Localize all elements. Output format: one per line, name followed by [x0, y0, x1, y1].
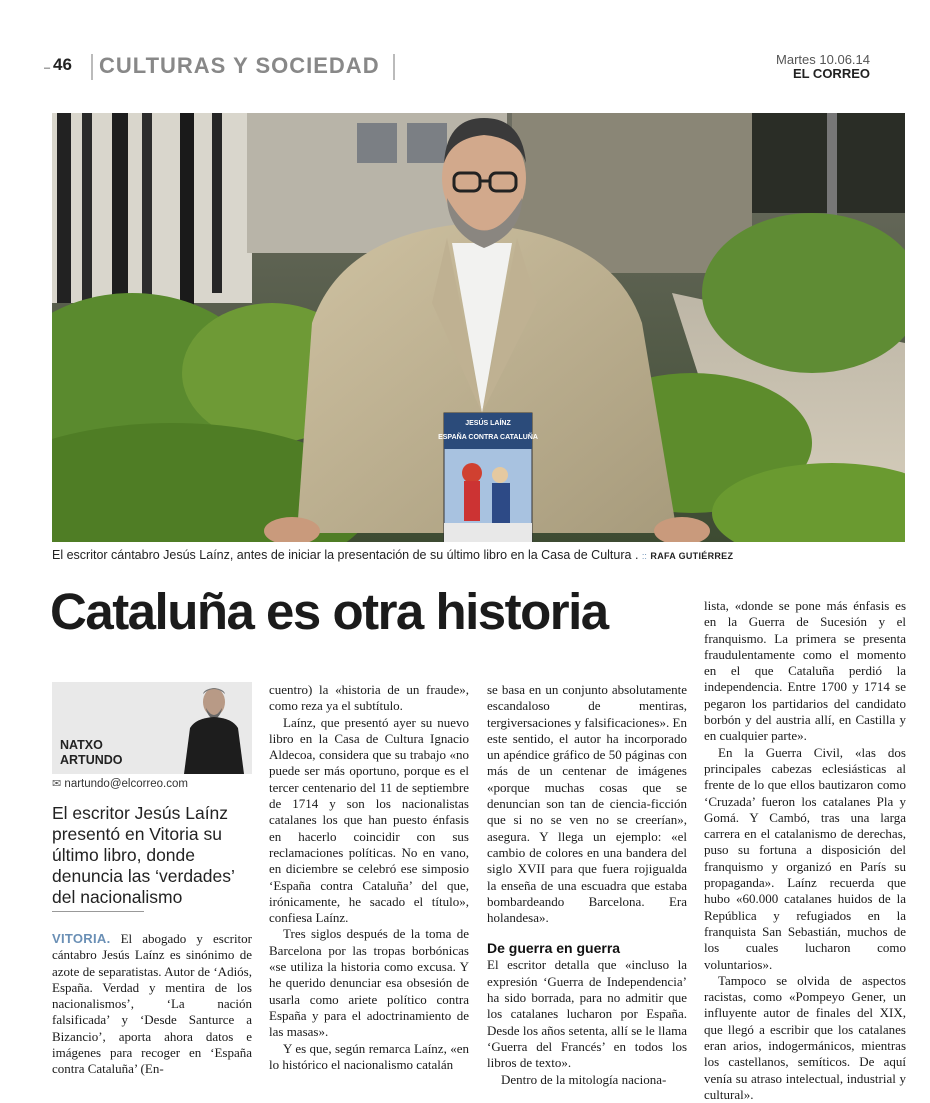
book-author-text: JESÚS LAÍNZ	[465, 420, 511, 427]
author-email-text: nartundo@elcorreo.com	[64, 778, 188, 790]
col4-paragraph: lista, «donde se pone más énfasis es en la Guerra de Sucesión y el franquismo. La primera se presenta fraudulentamente como el momento en el que Cataluña perdió la independencia. Entre 1700 y 1714 se pegaron los partidarios del candidato borbón y del austria allí, en Castilla y en cualquier parte».	[704, 598, 906, 744]
header-divider-left	[91, 54, 93, 80]
col2-paragraph: Tres siglos después de la toma de Barcelona por las tropas borbónicas «se utiliza la historia como excusa. Y he querido denunciar esa obsesión de usarla como ariete político contra España y para el adoctrinamiento de las masas».	[269, 926, 469, 1040]
caption-text: El escritor cántabro Jesús Laínz, antes de iniciar la presentación de su último libro en la Casa de Cultura .	[52, 548, 639, 562]
col2-paragraph: Y es que, según remarca Laínz, «en lo histórico el nacionalismo catalán	[269, 1040, 469, 1072]
author-email[interactable]	[52, 777, 188, 790]
col2-paragraph: cuentro) la «historia de un fraude», como reza ya el subtítulo.	[269, 682, 469, 714]
col4-paragraph: Tampoco se olvida de aspectos racistas, como «Pompeyo Gener, un influyente autor de finales del XIX, que llegó a escribir que los catalanes eran arios, indogermánicos, mientras los castellanos, semíticos. De aquí venía su atraso intelectual, industrial y cultural».	[704, 972, 906, 1102]
article-subhead: De guerra en guerra	[487, 940, 621, 957]
photo-caption	[52, 548, 912, 562]
author-first-name: NATXO	[60, 738, 103, 752]
author-box	[52, 682, 252, 774]
book-title-text: ESPAÑA CONTRA CATALUÑA	[438, 434, 538, 441]
dateline: VITORIA.	[52, 931, 111, 946]
caption-separator: ::	[641, 551, 647, 561]
author-name	[60, 738, 123, 768]
subtitle: El escritor Jesús Laínz presentó en Vitoria su último libro, donde denuncia las ‘verdades’ del nacionalismo	[52, 803, 235, 907]
photo-illustration	[52, 113, 905, 542]
col1-text: El abogado y escritor cántabro Jesús Laínz es sinónimo de azote de separatistas. Autor de ‘Adiós, España. Verdad y mentira de los nacionalismos’, ‘La nación falsificada’ y ‘Desde Santurce a Bizancio’, aporta ahora datos e imágenes para recoger en ‘España contra Cataluña’ (En-	[52, 931, 252, 1077]
col3-paragraph: El escritor detalla que «incluso la expresión ‘Guerra de Independencia’ ha sido borrada, para no admitir que los catalanes lucharon por España. Desde los años setenta, allí se le llama ‘Guerra del Francés’ en todos los libros de texto».	[487, 957, 687, 1071]
photo-credit: RAFA GUTIÉRREZ	[650, 551, 734, 561]
col3-paragraph: Dentro de la mitología naciona-	[501, 1071, 667, 1087]
headline: Cataluña es otra historia	[50, 583, 608, 640]
page-marker: –	[44, 62, 51, 74]
main-photo	[52, 113, 905, 542]
article-column-1	[52, 931, 252, 1078]
page-number: 46	[53, 55, 72, 74]
mail-icon: ✉	[52, 778, 62, 790]
header-divider-right	[393, 54, 395, 80]
article-column-4	[704, 598, 906, 1103]
subtitle-rule	[52, 911, 144, 912]
newspaper-name: EL CORREO	[792, 66, 870, 81]
col2-paragraph: Laínz, que presentó ayer su nuevo libro en la Casa de Cultura Ignacio Aldecoa, considera que su trabajo «no puede ser más oportuno, porque es el tercer centenario del 11 de septiembre de 1714 y son los nacionalistas catalanes los que han puesto énfasis en hacerlo coincidir con sus reclamaciones políticas. No en vano, en diciembre se celebró ese simposio ‘España contra Cataluña’ del que, irónicamente, he sacado el título», confiesa Laínz.	[269, 714, 469, 926]
issue-date: Martes 10.06.14	[776, 52, 870, 67]
col4-paragraph: En la Guerra Civil, «las dos principales cabezas eclesiásticas al frente de lo que ellos bautizaron como ‘Cruzada’ fueron los catalanes Pla y Gomá. Y Cambó, tras una larga carrera en el catalanismo de derechas, puso su fortuna a disposición del franquismo y organizó en París su propaganda». Laínz recuerda que hubo «60.000 catalanes huidos de la República y refugiados en la franquista San Sebastián, muchos de los cuales lucharon como voluntarios».	[704, 744, 906, 972]
author-last-name: ARTUNDO	[60, 753, 123, 767]
article-column-3	[487, 682, 687, 1088]
col3-paragraph: se basa en un conjunto absolutamente escandaloso de mentiras, tergiversaciones y falsificaciones». En este sentido, el autor ha incorporado un apéndice gráfico de 50 páginas con más de un centenar de imágenes «porque muchas cosas que se denuncian son tan de ciencia-ficción que si no se ven no se creerían», asegura. Y llega un ejemplo: «el cambio de colores en una bandera del siglo XVII para que fuera rojigualda la enseña de una escuadra que estaba bombardeando Barcelona. Era holandesa».	[487, 682, 687, 926]
section-title: CULTURAS Y SOCIEDAD	[99, 53, 380, 78]
author-avatar	[176, 682, 252, 774]
article-column-2	[269, 682, 469, 1073]
